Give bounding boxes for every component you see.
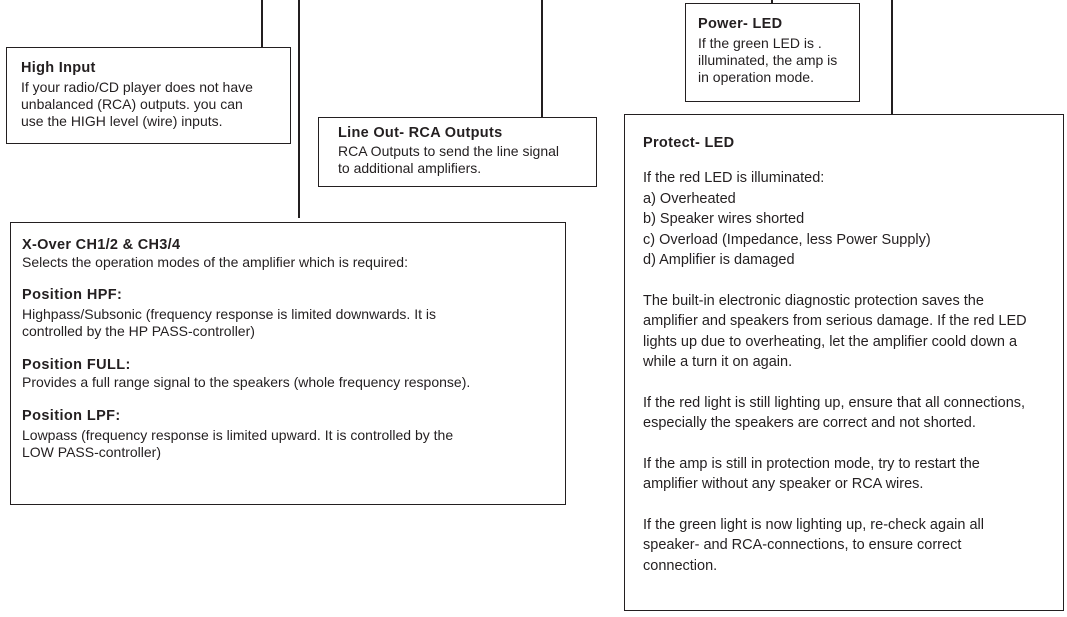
protect-led-list-b: b) Speaker wires shorted [643,211,805,227]
line-out-title: Line Out- RCA Outputs [338,125,503,141]
xover-full-text-1: Provides a full range signal to the speakers (whole frequency response). [22,374,471,390]
xover-hpf-text-2: controlled by the HP PASS-controller) [22,323,255,339]
xover-lpf-title: Position LPF: [22,408,121,424]
protect-led-para1-2: amplifier and speakers from serious damage. If the red LED [643,313,1027,329]
protect-led-para4-3: connection. [643,557,718,574]
xover-box [10,222,566,505]
power-led-text-2: illuminated, the amp is [698,52,838,68]
high-input-text-2: unbalanced (RCA) outputs. you can [21,96,243,112]
protect-led-intro: If the red LED is illuminated: [643,170,825,186]
line-out-text-2: to additional amplifiers. [338,160,482,176]
protect-led-para3-1: If the amp is still in protection mode, try to restart the [643,455,980,472]
protect-led-box [624,114,1064,611]
protect-led-para1-1: The built-in electronic diagnostic protection saves the [643,292,984,309]
xover-full-title: Position FULL: [22,357,131,373]
power-led-title: Power- LED [698,16,783,32]
high-input-text-1: If your radio/CD player does not have [21,79,253,95]
xover-lpf-text-1: Lowpass (frequency response is limited upward. It is controlled by the [22,427,454,443]
line-out-box [318,117,597,187]
connector-line-out [541,0,543,118]
protect-led-para4-1: If the green light is now lighting up, re-check again all [643,516,984,533]
xover-hpf-title: Position HPF: [22,287,123,303]
protect-led-para1-4: while a turn it on again. [643,354,793,370]
power-led-text-1: If the green LED is . [698,35,822,51]
protect-led-para2-1: If the red light is still lighting up, ensure that all connections, [643,394,1026,411]
power-led-text-3: in operation mode. [698,69,814,85]
power-led-box [685,3,860,102]
protect-led-title: Protect- LED [643,135,735,151]
high-input-text-3: use the HIGH level (wire) inputs. [21,113,223,129]
protect-led-para1-3: lights up due to overheating, let the amplifier coold down a [643,333,1018,350]
high-input-box [6,47,291,144]
xover-hpf-text-1: Highpass/Subsonic (frequency response is limited downwards. It is [22,306,436,322]
xover-lpf-text-2: LOW PASS-controller) [22,444,161,460]
connector-xover [298,0,300,218]
protect-led-para4-2: speaker- and RCA-connections, to ensure correct [643,537,962,553]
line-out-text-1: RCA Outputs to send the line signal [338,143,560,159]
xover-title: X-Over CH1/2 & CH3/4 [22,237,181,253]
protect-led-list-d: d) Amplifier is damaged [643,252,795,268]
connector-high-input [261,0,263,48]
protect-led-list-c: c) Overload (Impedance, less Power Supply) [643,231,931,248]
high-input-title: High Input [21,60,96,76]
protect-led-para3-2: amplifier without any speaker or RCA wires. [643,476,924,492]
protect-led-list-a: a) Overheated [643,190,736,207]
protect-led-para2-2: especially the speakers are correct and not shorted. [643,415,976,431]
xover-intro: Selects the operation modes of the amplifier which is required: [22,254,408,270]
connector-protect-led [891,0,893,115]
